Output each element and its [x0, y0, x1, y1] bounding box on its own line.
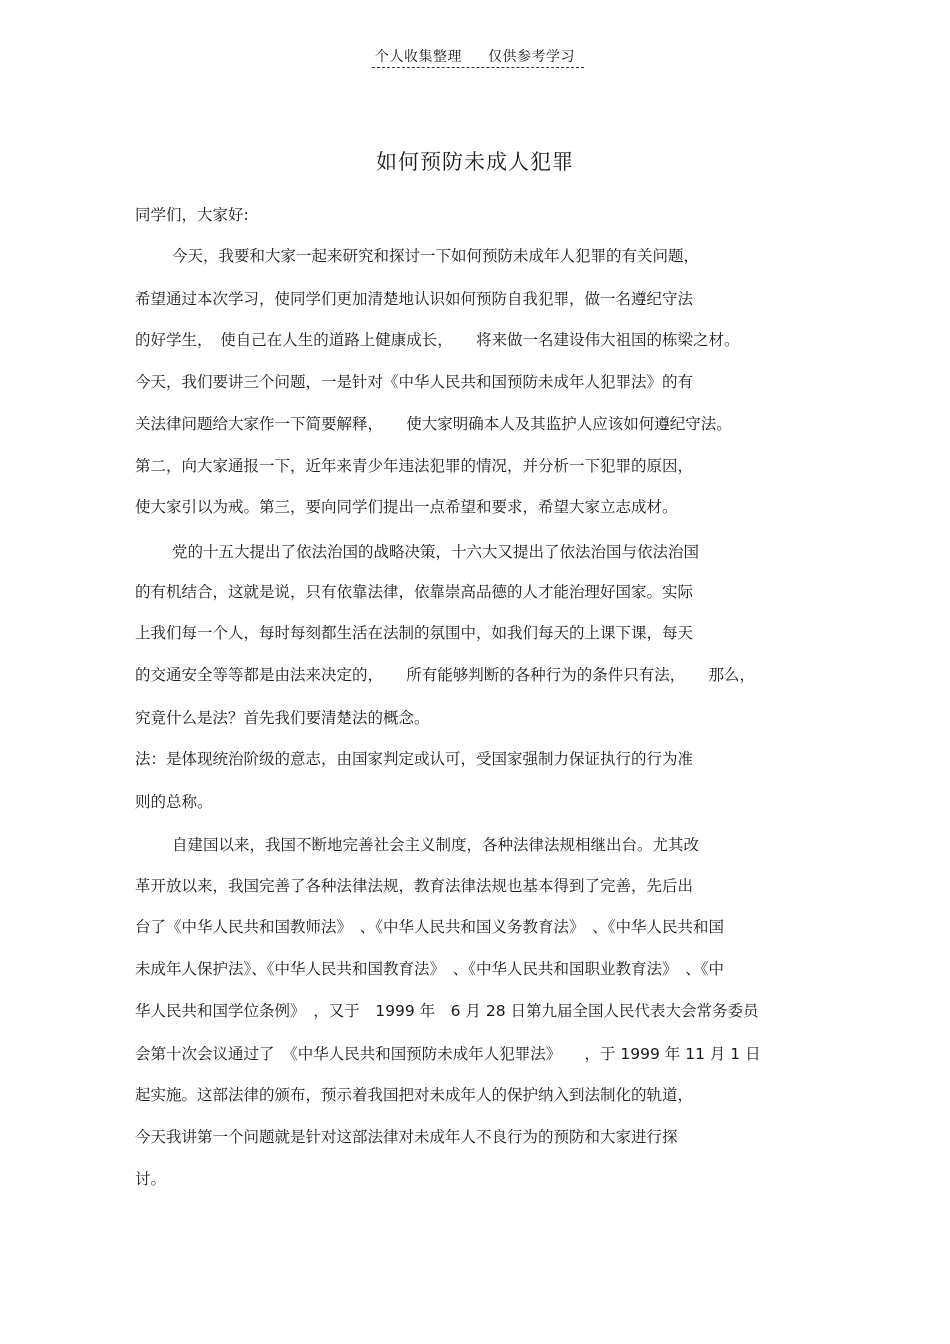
- body-line: 今天我讲第一个问题就是针对这部法律对未成年人不良行为的预防和大家进行探: [135, 1128, 678, 1146]
- body-line: 的交通安全等等都是由法来决定的， 所有能够判断的各种行为的条件只有法， 那么，: [135, 666, 756, 684]
- body-line: 今天，我要和大家一起来研究和探讨一下如何预防未成年人犯罪的有关问题，: [172, 247, 700, 265]
- body-line: 华人民共和国学位条例》 ，又于 1999 年 6 月 28 日第九届全国人民代表大会常务委员: [135, 1002, 759, 1020]
- header-dashed-rule: [372, 67, 584, 68]
- body-line: 第二，向大家通报一下，近年来青少年违法犯罪的情况，并分析一下犯罪的原因，: [135, 457, 694, 475]
- body-line: 的好学生， 使自己在人生的道路上健康成长， 将来做一名建设伟大祖国的栋梁之材。: [135, 331, 740, 349]
- body-line: 的有机结合，这就是说，只有依靠法律，依靠崇高品德的人才能治理好国家。实际: [135, 583, 694, 601]
- body-line: 台了《中华人民共和国教师法》 、《中华人民共和国义务教育法》 、《中华人民共和国: [135, 918, 725, 936]
- body-line: 未成年人保护法》、《中华人民共和国教育法》 、《中华人民共和国职业教育法》 、《中: [135, 960, 725, 978]
- body-line: 则的总称。: [135, 793, 213, 811]
- document-title: 如何预防未成人犯罪: [376, 150, 574, 174]
- page-header: [0, 46, 950, 66]
- body-line: 上我们每一个人，每时每刻都生活在法制的氛围中，如我们每天的上课下课，每天: [135, 624, 694, 642]
- body-line: 法：是体现统治阶级的意志，由国家判定或认可，受国家强制力保证执行的行为准: [135, 750, 694, 768]
- body-line: 起实施。这部法律的颁布，预示着我国把对未成年人的保护纳入到法制化的轨道，: [135, 1086, 694, 1104]
- body-line: 自建国以来，我国不断地完善社会主义制度，各种法律法规相继出台。尤其改: [172, 836, 700, 854]
- header-right-text: 仅供参考学习: [488, 49, 575, 65]
- body-line: 讨。: [135, 1170, 167, 1188]
- body-line: 使大家引以为戒。第三，要向同学们提出一点希望和要求，希望大家立志成材。: [135, 498, 678, 516]
- body-line: 党的十五大提出了依法治国的战略决策，十六大又提出了依法治国与依法治国: [172, 543, 700, 561]
- body-line: 希望通过本次学习，使同学们更加清楚地认识如何预防自我犯罪，做一名遵纪守法: [135, 290, 694, 308]
- body-line: 革开放以来，我国完善了各种法律法规，教育法律法规也基本得到了完善，先后出: [135, 877, 694, 895]
- header-left-text: 个人收集整理: [375, 49, 462, 65]
- body-line: 究竟什么是法？首先我们要清楚法的概念。: [135, 709, 430, 727]
- body-line: 会第十次会议通过了 《中华人民共和国预防未成年人犯罪法》 ，于 1999 年 11 月 1 日: [135, 1045, 761, 1063]
- body-line: 关法律问题给大家作一下简要解释， 使大家明确本人及其监护人应该如何遵纪守法。: [135, 415, 732, 433]
- body-line: 今天，我们要讲三个问题，一是针对《中华人民共和国预防未成年人犯罪法》的有: [135, 373, 694, 391]
- body-line: 同学们，大家好:: [135, 206, 249, 224]
